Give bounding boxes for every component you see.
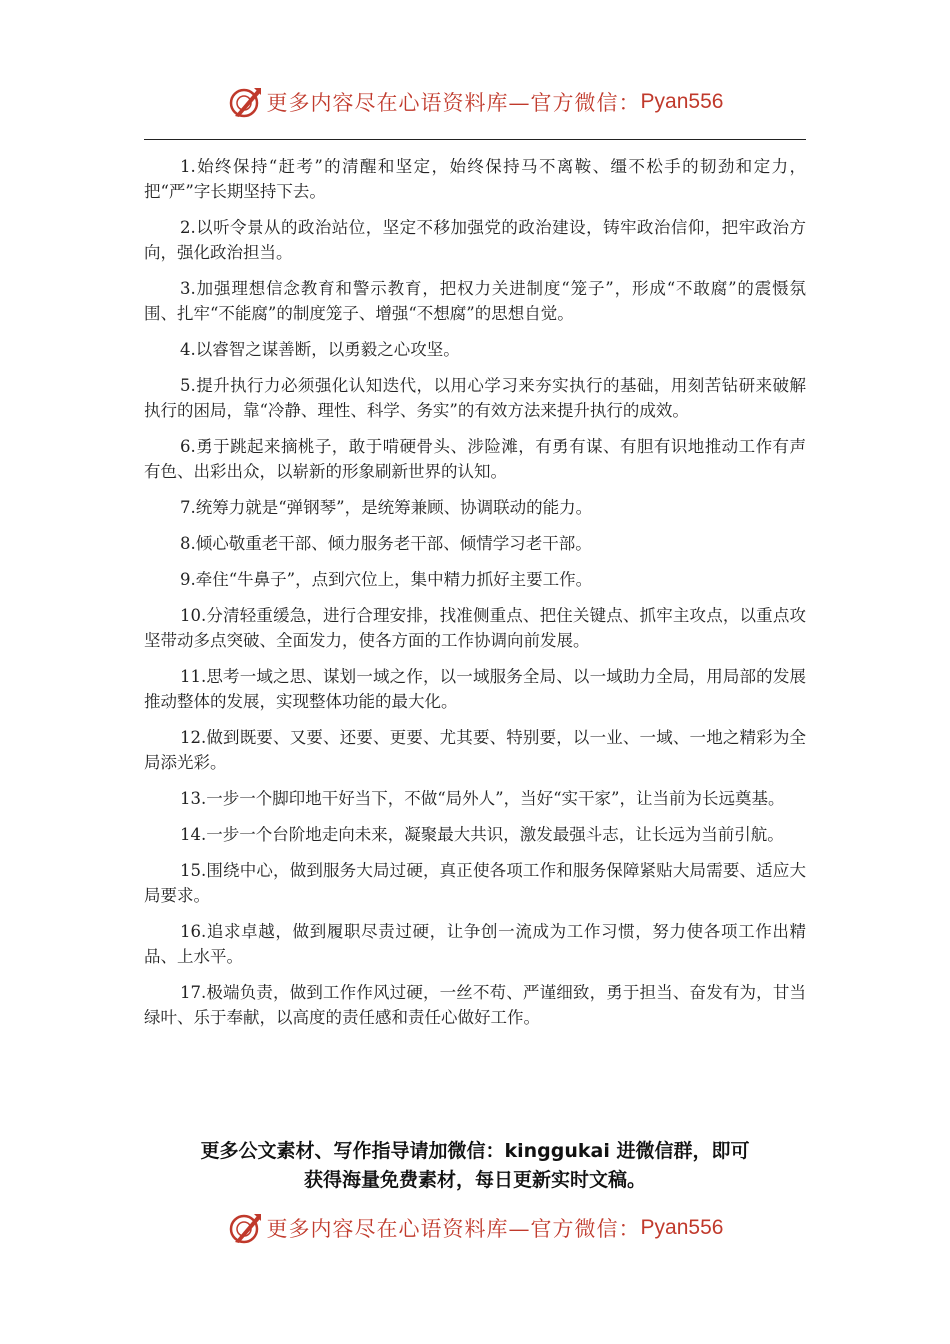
list-item: 9.牵住“牛鼻子”，点到穴位上，集中精力抓好主要工作。 xyxy=(180,570,593,589)
list-item: 11.思考一域之思、谋划一域之作，以一域服务全局、以一域助力全局，用局部的发展推动整体的发展，实现整体功能的最大化。 xyxy=(144,667,806,711)
quill-pen-logo-icon xyxy=(227,84,263,120)
footer-banner-text: 更多内容尽在心语资料库—官方微信： xyxy=(266,1217,641,1241)
promo-line-1: 更多公文素材、写作指导请加微信：kinggukai 进微信群，即可 xyxy=(200,1140,750,1162)
promo-block xyxy=(100,1137,850,1195)
list-item: 10.分清轻重缓急，进行合理安排，找准侧重点、把住关键点、抓牢主攻点，以重点攻坚带动多点突破、全面发力，使各方面的工作协调向前发展。 xyxy=(144,606,806,650)
list-item: 7.统筹力就是“弹钢琴”，是统筹兼顾、协调联动的能力。 xyxy=(180,498,593,517)
list-item: 13.一步一个脚印地干好当下，不做“局外人”，当好“实干家”，让当前为长远奠基。 xyxy=(180,789,785,808)
header-banner-text: 更多内容尽在心语资料库—官方微信： xyxy=(266,91,641,115)
list-item: 8.倾心敬重老干部、倾力服务老干部、倾情学习老干部。 xyxy=(180,534,592,553)
header-wechat-id: Pyan556 xyxy=(640,90,724,113)
list-item: 1.始终保持“赶考”的清醒和坚定，始终保持马不离鞍、缰不松手的韧劲和定力，把“严”字长期坚持下去。 xyxy=(144,157,806,201)
list-item: 6.勇于跳起来摘桃子，敢于啃硬骨头、涉险滩，有勇有谋、有胆有识地推动工作有声有色、出彩出众，以崭新的形象刷新世界的认知。 xyxy=(144,437,806,481)
list-item: 17.极端负责，做到工作作风过硬，一丝不苟、严谨细致，勇于担当、奋发有为，甘当绿叶、乐于奉献，以高度的责任感和责任心做好工作。 xyxy=(144,983,806,1027)
document-body xyxy=(144,154,806,1041)
list-item: 14.一步一个台阶地走向未来，凝聚最大共识，激发最强斗志，让长远为当前引航。 xyxy=(180,825,784,844)
list-item: 3.加强理想信念教育和警示教育，把权力关进制度“笼子”，形成“不敢腐”的震慑氛围、扎牢“不能腐”的制度笼子、增强“不想腐”的思想自觉。 xyxy=(144,279,806,323)
list-item: 16.追求卓越，做到履职尽责过硬，让争创一流成为工作习惯，努力使各项工作出精品、上水平。 xyxy=(144,922,806,966)
promo-line-2: 获得海量免费素材，每日更新实时文稿。 xyxy=(303,1169,646,1191)
quill-pen-logo-icon xyxy=(227,1210,263,1246)
list-item: 12.做到既要、又要、还要、更要、尤其要、特别要，以一业、一域、一地之精彩为全局添光彩。 xyxy=(144,728,806,772)
footer-banner xyxy=(0,1206,950,1250)
footer-wechat-id: Pyan556 xyxy=(640,1216,724,1239)
header-divider xyxy=(144,139,806,140)
header-banner xyxy=(0,80,950,124)
list-item: 5.提升执行力必须强化认知迭代，以用心学习来夯实执行的基础，用刻苦钻研来破解执行的困局，靠“冷静、理性、科学、务实”的有效方法来提升执行的成效。 xyxy=(144,376,806,420)
list-item: 15.围绕中心，做到服务大局过硬，真正使各项工作和服务保障紧贴大局需要、适应大局要求。 xyxy=(144,861,806,905)
list-item: 2.以听令景从的政治站位，坚定不移加强党的政治建设，铸牢政治信仰，把牢政治方向，强化政治担当。 xyxy=(144,218,806,262)
list-item: 4.以睿智之谋善断，以勇毅之心攻坚。 xyxy=(180,340,460,359)
